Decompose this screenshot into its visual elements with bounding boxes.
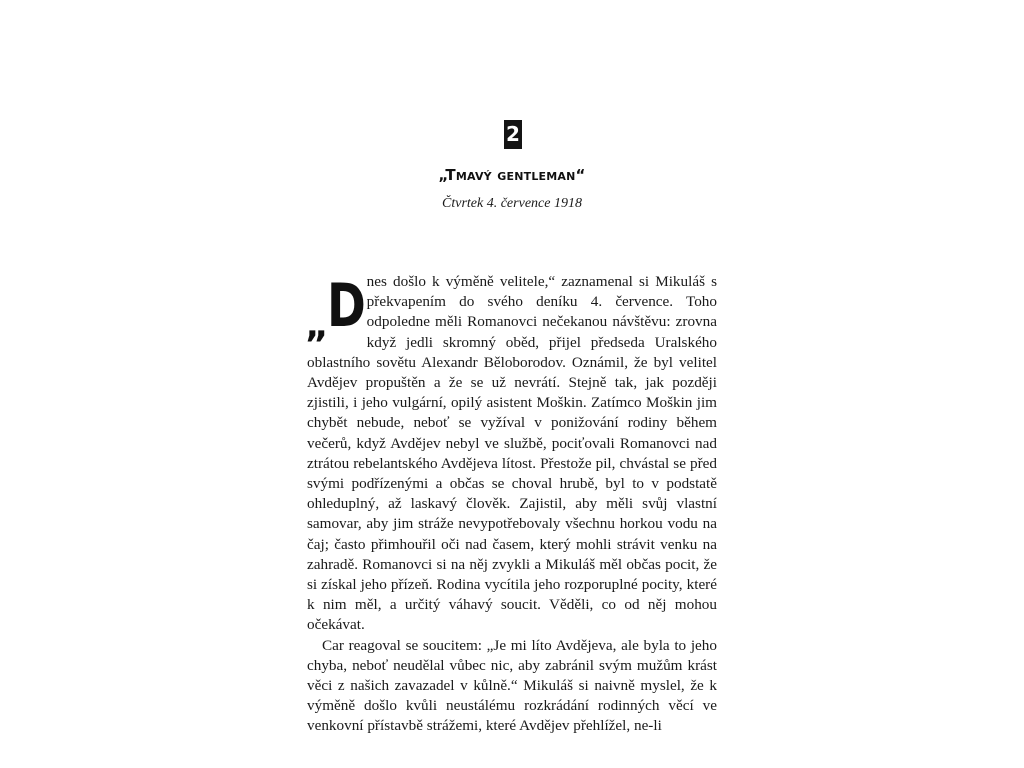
body-text (307, 272, 717, 737)
paragraph-1 (307, 272, 717, 636)
chapter-number-badge: 2 (504, 120, 522, 149)
chapter-title: „Tmavý gentleman“ (438, 166, 586, 184)
paragraph-2: Car reagoval se soucitem: „Je mi líto Avdějeva, ale byla to jeho chyba, neboť neudělal vůbec nic, aby zabránil svým mužům krást věci z našich zavazadel v kůlně.“ Mikuláš si naivně myslel, že k výměně došlo kvůli neustálému rozkrádání rodinných věcí ve venkovní přístavbě strážemi, které Avdějev přehlížel, ne-li (307, 636, 717, 735)
chapter-date: Čtvrtek 4. července 1918 (442, 196, 582, 211)
paragraph-1-text: nes došlo k výměně velitele,“ zaznamenal si Mikuláš s překvapením do svého deníku 4. července. Toho odpoledne měli Romanovci nečekanou návštěvu: zrovna když jedli skromný oběd, přijel předseda Uralského oblastního sovětu Alexandr Běloborodov. Oznámil, že byl velitel Avdějev propuštěn a že se už nevrátí. Stejně tak, jak později zjistili, i jeho vulgární, opilý asistent Moškin. Zatímco Moškin jim chybět nebude, neboť se vyžíval v ponižování rodiny během večerů, když Avdějev nebyl ve službě, pociťovali Romanovci nad ztrátou rebelantského Avdějeva lítost. Přestože pil, chvástal se před svými podřízenými a občas se choval hrubě, byl to v podstatě ohleduplný, až laskavý člověk. Zajistil, aby měli svůj vlastní samovar, aby jim stráže nevypotřebovaly všechnu horkou vodu na čaj; často přimhouřil oči nad časem, který mohli strávit venku na zahradě. Romanovci si na něj zvykli a Mikuláš měl občas pocit, že si získal jeho přízeň. Rodina vycítila jeho rozporuplné pocity, které k nim měl, a určitý váhavý soucit. Věděli, co od něj mohou očekávat. (307, 273, 717, 634)
drop-cap-letter: D (326, 271, 366, 342)
drop-cap-quote: „ (305, 305, 329, 346)
drop-cap (305, 271, 366, 346)
